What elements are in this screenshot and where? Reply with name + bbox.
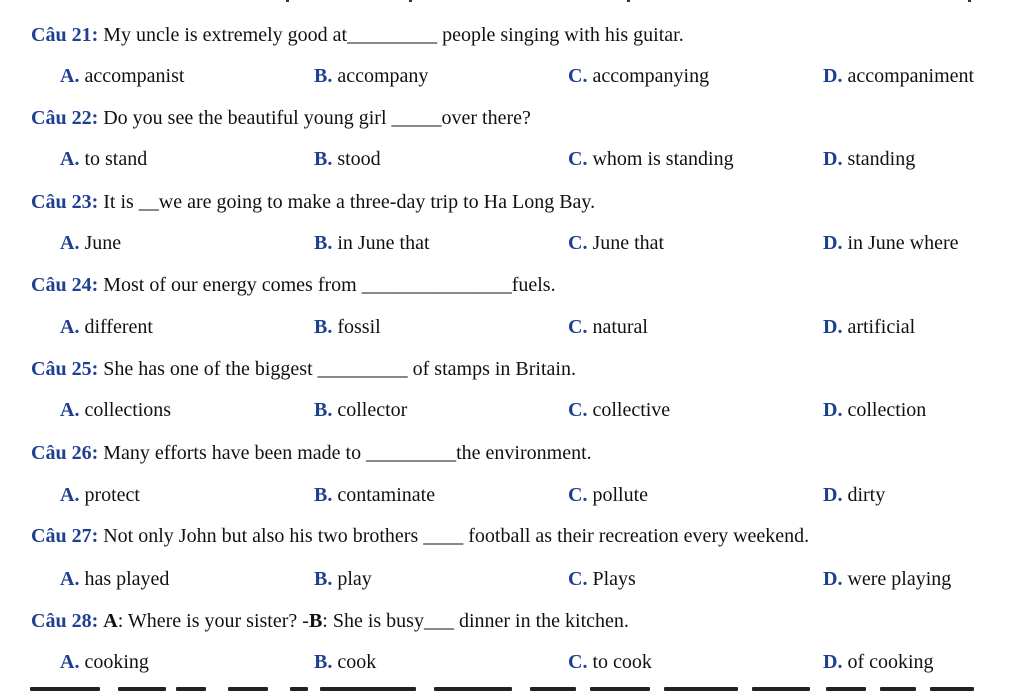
option-letter: B. [314,148,333,170]
option-letter: A. [60,316,80,338]
option-letter: A. [60,65,80,87]
speaker-b-label: B [308,610,323,632]
option-text: to stand [79,148,148,170]
question-24 [31,272,1011,298]
option-c [568,566,636,592]
option-text: has played [79,568,170,590]
option-c [568,482,648,508]
answer-options-26 [0,482,1024,508]
option-letter: D. [823,316,843,338]
question-21 [31,22,1011,48]
option-letter: D. [823,232,843,254]
question-27 [31,523,1011,549]
option-text: standing [842,148,916,170]
question-text-end: : She is busy___ dinner in the kitchen. [322,610,629,632]
option-letter: D. [823,651,843,673]
option-text: collector [332,399,408,421]
option-letter: D. [823,568,843,590]
question-23 [31,189,1011,215]
option-letter: C. [568,232,588,254]
answer-options-23 [0,230,1024,256]
question-number: Câu 22: [31,107,99,129]
option-letter: C. [568,65,588,87]
option-text: cooking [79,651,149,673]
option-text: accompany [332,65,429,87]
option-text: accompanist [79,65,185,87]
option-c [568,63,709,89]
option-a [60,482,140,508]
option-letter: C. [568,568,588,590]
option-a [60,230,121,256]
question-number: Câu 23: [31,191,99,213]
answer-options-25 [0,397,1024,423]
option-a [60,314,153,340]
cropped-next-line [0,686,1024,691]
option-d [823,649,934,675]
question-text: She has one of the biggest _________ of stamps in Britain. [98,358,576,380]
option-letter: D. [823,65,843,87]
option-text: of cooking [842,651,934,673]
option-text: accompaniment [842,65,975,87]
option-letter: A. [60,651,80,673]
option-letter: D. [823,148,843,170]
option-letter: C. [568,484,588,506]
option-d [823,146,915,172]
option-text: protect [79,484,140,506]
option-letter: B. [314,65,333,87]
cropped-previous-line [0,0,1024,4]
option-letter: C. [568,148,588,170]
option-letter: B. [314,399,333,421]
option-text: natural [587,316,648,338]
option-letter: D. [823,399,843,421]
option-b [314,397,407,423]
option-text: June that [587,232,665,254]
question-text: Many efforts have been made to _________the environment. [98,442,592,464]
option-a [60,397,171,423]
option-text: collective [587,399,671,421]
option-text: artificial [842,316,916,338]
option-a [60,649,149,675]
option-letter: B. [314,484,333,506]
question-text-mid: : Where is your sister? - [117,610,309,632]
option-text: collection [842,399,927,421]
option-text: pollute [587,484,648,506]
option-b [314,230,430,256]
question-text: Do you see the beautiful young girl _____over there? [98,107,531,129]
option-b [314,649,376,675]
option-letter: A. [60,399,80,421]
question-number: Câu 24: [31,274,99,296]
option-c [568,230,664,256]
question-25 [31,356,1011,382]
option-a [60,146,147,172]
answer-options-21 [0,63,1024,89]
option-letter: B. [314,316,333,338]
option-c [568,314,648,340]
option-text: in June that [332,232,430,254]
option-d [823,566,951,592]
option-b [314,314,381,340]
option-letter: B. [314,232,333,254]
option-text: collections [79,399,172,421]
option-b [314,482,435,508]
question-26 [31,440,1011,466]
option-a [60,566,169,592]
option-letter: A. [60,232,80,254]
option-letter: B. [314,568,333,590]
speaker-a-label: A [103,610,118,632]
option-text: were playing [842,568,952,590]
answer-options-24 [0,314,1024,340]
option-c [568,146,734,172]
option-c [568,649,652,675]
option-text: contaminate [332,484,436,506]
answer-options-27 [0,566,1024,592]
question-number: Câu 27: [31,525,99,547]
option-a [60,63,184,89]
question-text: Not only John but also his two brothers ____ football as their recreation every weekend. [98,525,810,547]
option-letter: A. [60,568,80,590]
option-c [568,397,670,423]
question-number: Câu 26: [31,442,99,464]
question-number: Câu 25: [31,358,99,380]
question-28 [31,608,1011,634]
option-d [823,482,885,508]
option-letter: C. [568,651,588,673]
answer-options-28 [0,649,1024,675]
option-text: different [79,316,153,338]
option-letter: C. [568,316,588,338]
option-text: play [332,568,372,590]
option-b [314,63,428,89]
option-text: accompanying [587,65,710,87]
option-letter: B. [314,651,333,673]
option-text: whom is standing [587,148,734,170]
question-number: Câu 28: [31,610,99,632]
option-letter: A. [60,148,80,170]
option-letter: D. [823,484,843,506]
option-d [823,63,974,89]
option-text: June [79,232,122,254]
option-d [823,230,959,256]
question-22 [31,105,1011,131]
option-d [823,397,926,423]
option-text: cook [332,651,377,673]
option-b [314,146,381,172]
option-text: fossil [332,316,381,338]
option-text: dirty [842,484,886,506]
option-text: stood [332,148,381,170]
answer-options-22 [0,146,1024,172]
question-text: It is __we are going to make a three-day trip to Ha Long Bay. [98,191,596,213]
option-text: to cook [587,651,652,673]
question-number: Câu 21: [31,24,99,46]
option-b [314,566,372,592]
option-text: Plays [587,568,636,590]
option-text: in June where [842,232,959,254]
option-letter: A. [60,484,80,506]
question-text: Most of our energy comes from _______________fuels. [98,274,556,296]
question-text: My uncle is extremely good at_________ people singing with his guitar. [98,24,684,46]
option-d [823,314,915,340]
option-letter: C. [568,399,588,421]
